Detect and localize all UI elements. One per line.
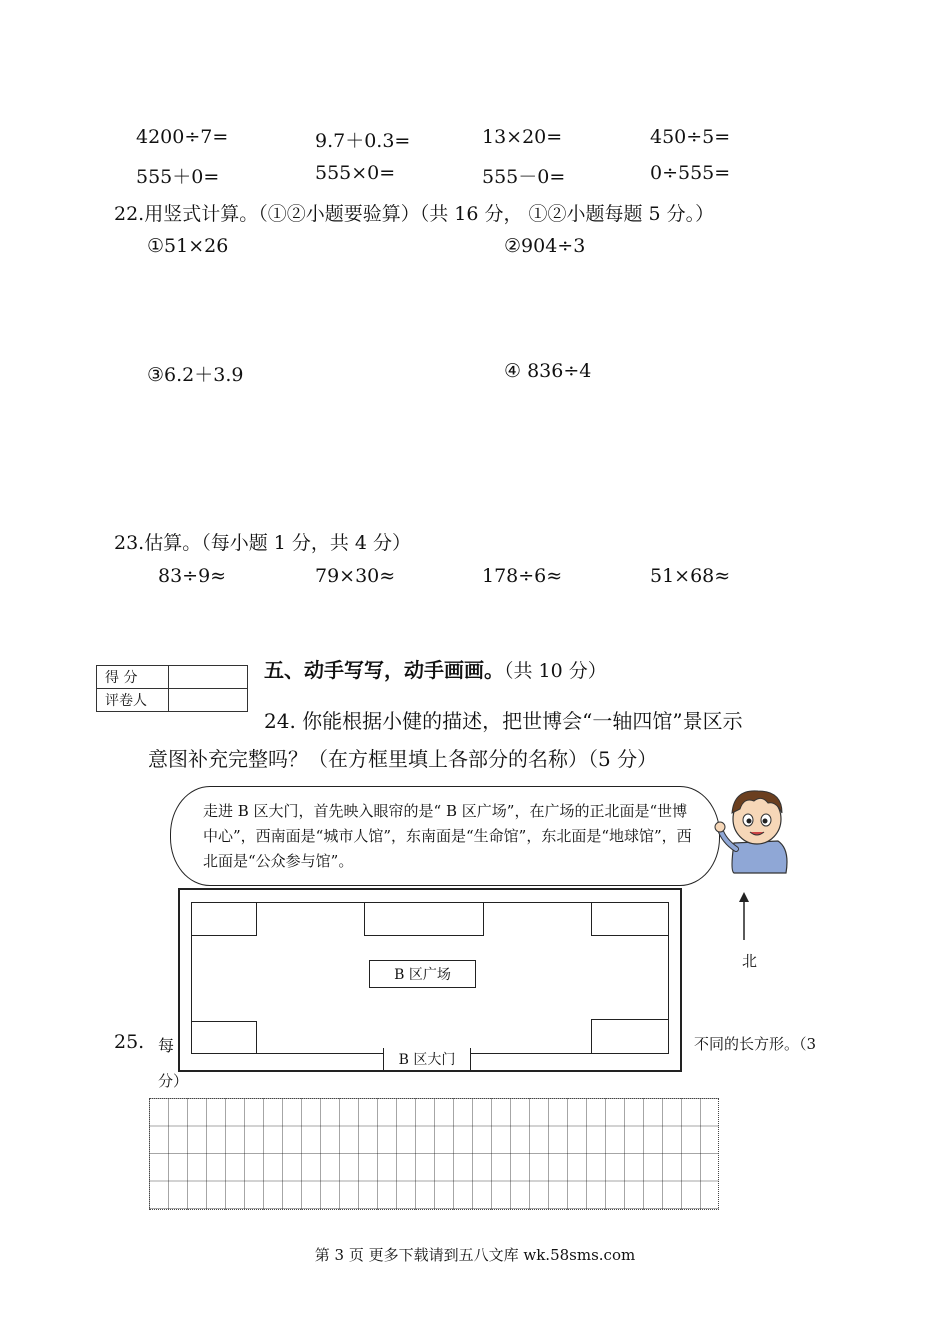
- score-blank[interactable]: [169, 666, 248, 689]
- plaza-box: B 区广场: [369, 960, 476, 988]
- q22-item-2: ②904÷3: [504, 235, 586, 257]
- q23-title: 23.估算。（每小题 1 分，共 4 分）: [114, 532, 412, 554]
- calc-7: 555－0=: [482, 166, 566, 188]
- q22-item-3: ③6.2＋3.9: [147, 364, 244, 386]
- q24-line-1: 24. 你能根据小健的描述，把世博会“一轴四馆”景区示: [264, 709, 743, 733]
- calc-2: 9.7＋0.3=: [315, 130, 411, 152]
- calc-3: 13×20=: [482, 126, 563, 148]
- box-northwest[interactable]: [191, 902, 257, 936]
- q23-item-2: 79×30≈: [315, 565, 396, 587]
- calc-5: 555＋0=: [136, 166, 220, 188]
- score-table: [96, 665, 248, 712]
- q25-number: 25.: [114, 1031, 145, 1053]
- calc-8: 0÷555=: [650, 162, 731, 184]
- q25-left-char: 每: [158, 1036, 175, 1055]
- calc-6: 555×0=: [315, 162, 396, 184]
- box-southeast[interactable]: [591, 1019, 669, 1054]
- section5-heading: [264, 654, 607, 683]
- box-southwest[interactable]: [191, 1021, 257, 1054]
- north-arrow-icon: [736, 892, 752, 940]
- q25-right-text: 不同的长方形。（3: [694, 1035, 817, 1053]
- box-north[interactable]: [364, 902, 484, 936]
- grader-label: 评卷人: [97, 689, 169, 712]
- score-label: 得 分: [97, 666, 169, 689]
- section5-title: 五、动手写写，动手画画。: [264, 658, 504, 682]
- boy-illustration-icon: [712, 783, 798, 875]
- q22-item-4: ④ 836÷4: [504, 360, 592, 382]
- drawing-grid[interactable]: [149, 1098, 719, 1210]
- north-label: 北: [742, 952, 758, 970]
- q23-item-1: 83÷9≈: [158, 565, 227, 587]
- q25-line-2: 分）: [158, 1072, 189, 1090]
- calc-1: 4200÷7=: [136, 126, 229, 148]
- bubble-text: 走进 B 区大门，首先映入眼帘的是“ B 区广场”，在广场的正北面是“世博中心”，西南面是“城市人馆”，东南面是“生命馆”，东北面是“地球馆”，西北面是“公众参与馆”。: [203, 802, 692, 870]
- q23-item-3: 178÷6≈: [482, 565, 563, 587]
- calc-4: 450÷5=: [650, 126, 731, 148]
- page-footer: 第 3 页 更多下载请到五八文库 wk.58sms.com: [314, 1246, 636, 1264]
- q23-item-4: 51×68≈: [650, 565, 731, 587]
- gate-label: B 区大门: [383, 1048, 471, 1070]
- q22-item-1: ①51×26: [147, 235, 229, 257]
- q22-title: 22.用竖式计算。（①②小题要验算）（共 16 分， ①②小题每题 5 分。）: [114, 203, 715, 225]
- q24-line-2: 意图补充完整吗？（在方框里填上各部分的名称）（5 分）: [148, 747, 658, 771]
- box-northeast[interactable]: [591, 902, 669, 936]
- section5-points: （共 10 分）: [504, 660, 607, 682]
- speech-bubble: [170, 786, 720, 886]
- grader-blank[interactable]: [169, 689, 248, 712]
